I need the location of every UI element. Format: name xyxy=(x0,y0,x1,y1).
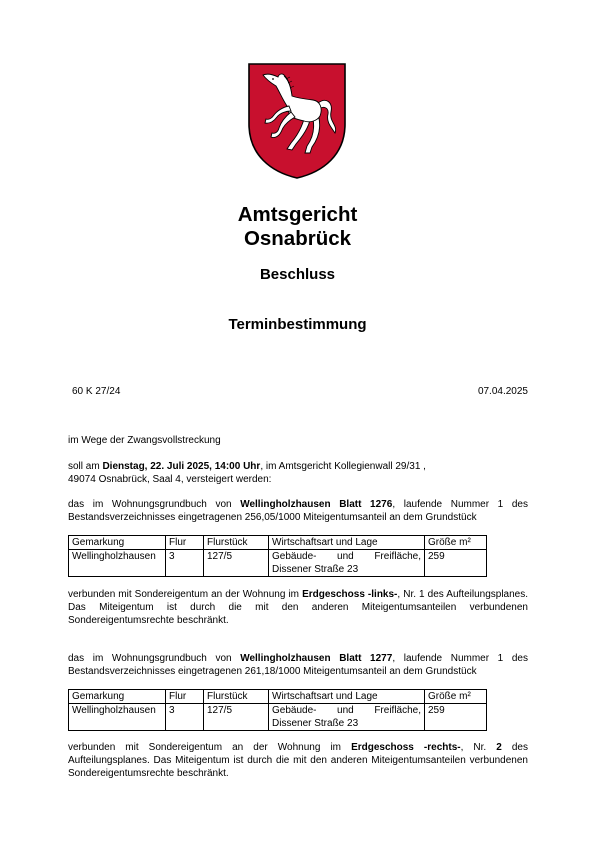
table-header-row xyxy=(69,536,487,550)
court-name-line2: Osnabrück xyxy=(243,227,352,250)
col-header-gemarkung: Gemarkung xyxy=(69,690,166,704)
court-name-line1: Amtsgericht xyxy=(237,203,358,226)
auction-paragraph xyxy=(68,460,528,486)
table-row xyxy=(69,550,487,577)
col-header-lage: Wirtschaftsart und Lage xyxy=(269,690,425,704)
unit-1-parcel-table xyxy=(68,535,487,577)
table-header-row xyxy=(69,690,487,704)
cell-lage: Gebäude- und Freifläche, Dissener Straße 23 xyxy=(269,704,425,731)
unit-1-floor: Erdgeschoss -links- xyxy=(302,589,398,600)
cell-groesse: 259 xyxy=(425,550,487,577)
col-header-lage: Wirtschaftsart und Lage xyxy=(269,536,425,550)
auction-location: , im Amtsgericht Kollegienwall 29/31 , xyxy=(260,461,426,472)
document-subtitle: Terminbestimmung xyxy=(228,316,367,333)
unit-1-intro-prefix: das im Wohnungsgrundbuch von xyxy=(68,499,241,510)
col-header-groesse: Größe m² xyxy=(425,536,487,550)
col-header-groesse: Größe m² xyxy=(425,690,487,704)
unit-2-intro-prefix: das im Wohnungsgrundbuch von xyxy=(68,653,241,664)
unit-2-plan-number: 2 xyxy=(496,742,502,753)
cell-groesse: 259 xyxy=(425,704,487,731)
unit-2-intro-suffix: , laufende Nummer 1 des Bestandsverzeichnisses eingetragenen 261,18/1000 Miteigentumsanteil an dem Grundstück xyxy=(68,653,528,677)
document-date: 07.04.2025 xyxy=(477,386,528,397)
unit-1-detail-suffix: des Aufteilungsplanes. Das Miteigentum ist durch die mit den anderen Miteigentumsanteilen verbundenen Sondereigentumsrechte beschränkt. xyxy=(68,589,528,626)
unit-1-detail-prefix: verbunden mit Sondereigentum an der Wohnung im xyxy=(68,589,303,600)
unit-2-intro xyxy=(68,652,528,678)
court-name xyxy=(0,203,595,251)
cell-flur: 3 xyxy=(166,704,204,731)
case-number: 60 K 27/24 xyxy=(72,386,121,397)
col-header-gemarkung: Gemarkung xyxy=(69,536,166,550)
unit-1-detail-mid: , Nr. xyxy=(397,589,420,600)
unit-1-detail xyxy=(68,588,528,627)
unit-2-detail-mid: , Nr. xyxy=(460,742,497,753)
col-header-flur: Flur xyxy=(166,690,204,704)
unit-2-detail-suffix: des Aufteilungsplanes. Das Miteigentum ist durch die mit den anderen Miteigentumsanteilen verbundenen Sondereigentumsrechte beschränkt. xyxy=(68,742,528,779)
lower-saxony-horse-crest-icon xyxy=(247,62,347,180)
table-row xyxy=(69,704,487,731)
unit-1-register: Wellingholzhausen Blatt 1276 xyxy=(240,499,393,510)
auction-prefix: soll am xyxy=(68,461,103,472)
col-header-flurstueck: Flurstück xyxy=(204,690,269,704)
intro-text: im Wege der Zwangsvollstreckung xyxy=(68,435,221,446)
auction-datetime: Dienstag, 22. Juli 2025, 14:00 Uhr xyxy=(102,461,261,472)
col-header-flurstueck: Flurstück xyxy=(204,536,269,550)
auction-line2: 49074 Osnabrück, Saal 4, versteigert werden: xyxy=(68,474,272,485)
cell-flurstueck: 127/5 xyxy=(204,704,269,731)
col-header-flur: Flur xyxy=(166,536,204,550)
document-title: Beschluss xyxy=(259,266,336,283)
auction-line1 xyxy=(68,460,528,473)
cell-gemarkung: Wellingholzhausen xyxy=(69,550,166,577)
unit-1-intro-suffix: , laufende Nummer 1 des Bestandsverzeichnisses eingetragenen 256,05/1000 Miteigentumsanteil an dem Grundstück xyxy=(68,499,528,523)
cell-gemarkung: Wellingholzhausen xyxy=(69,704,166,731)
unit-2-detail-prefix: verbunden mit Sondereigentum an der Wohnung im xyxy=(68,742,352,753)
unit-2-parcel-table xyxy=(68,689,487,731)
unit-1-plan-number: 1 xyxy=(419,589,425,600)
cell-flurstueck: 127/5 xyxy=(204,550,269,577)
cell-flur: 3 xyxy=(166,550,204,577)
unit-2-floor: Erdgeschoss -rechts- xyxy=(351,742,461,753)
unit-1-intro xyxy=(68,498,528,524)
unit-2-register: Wellingholzhausen Blatt 1277 xyxy=(240,653,393,664)
cell-lage: Gebäude- und Freifläche, Dissener Straße 23 xyxy=(269,550,425,577)
unit-2-detail xyxy=(68,741,528,780)
